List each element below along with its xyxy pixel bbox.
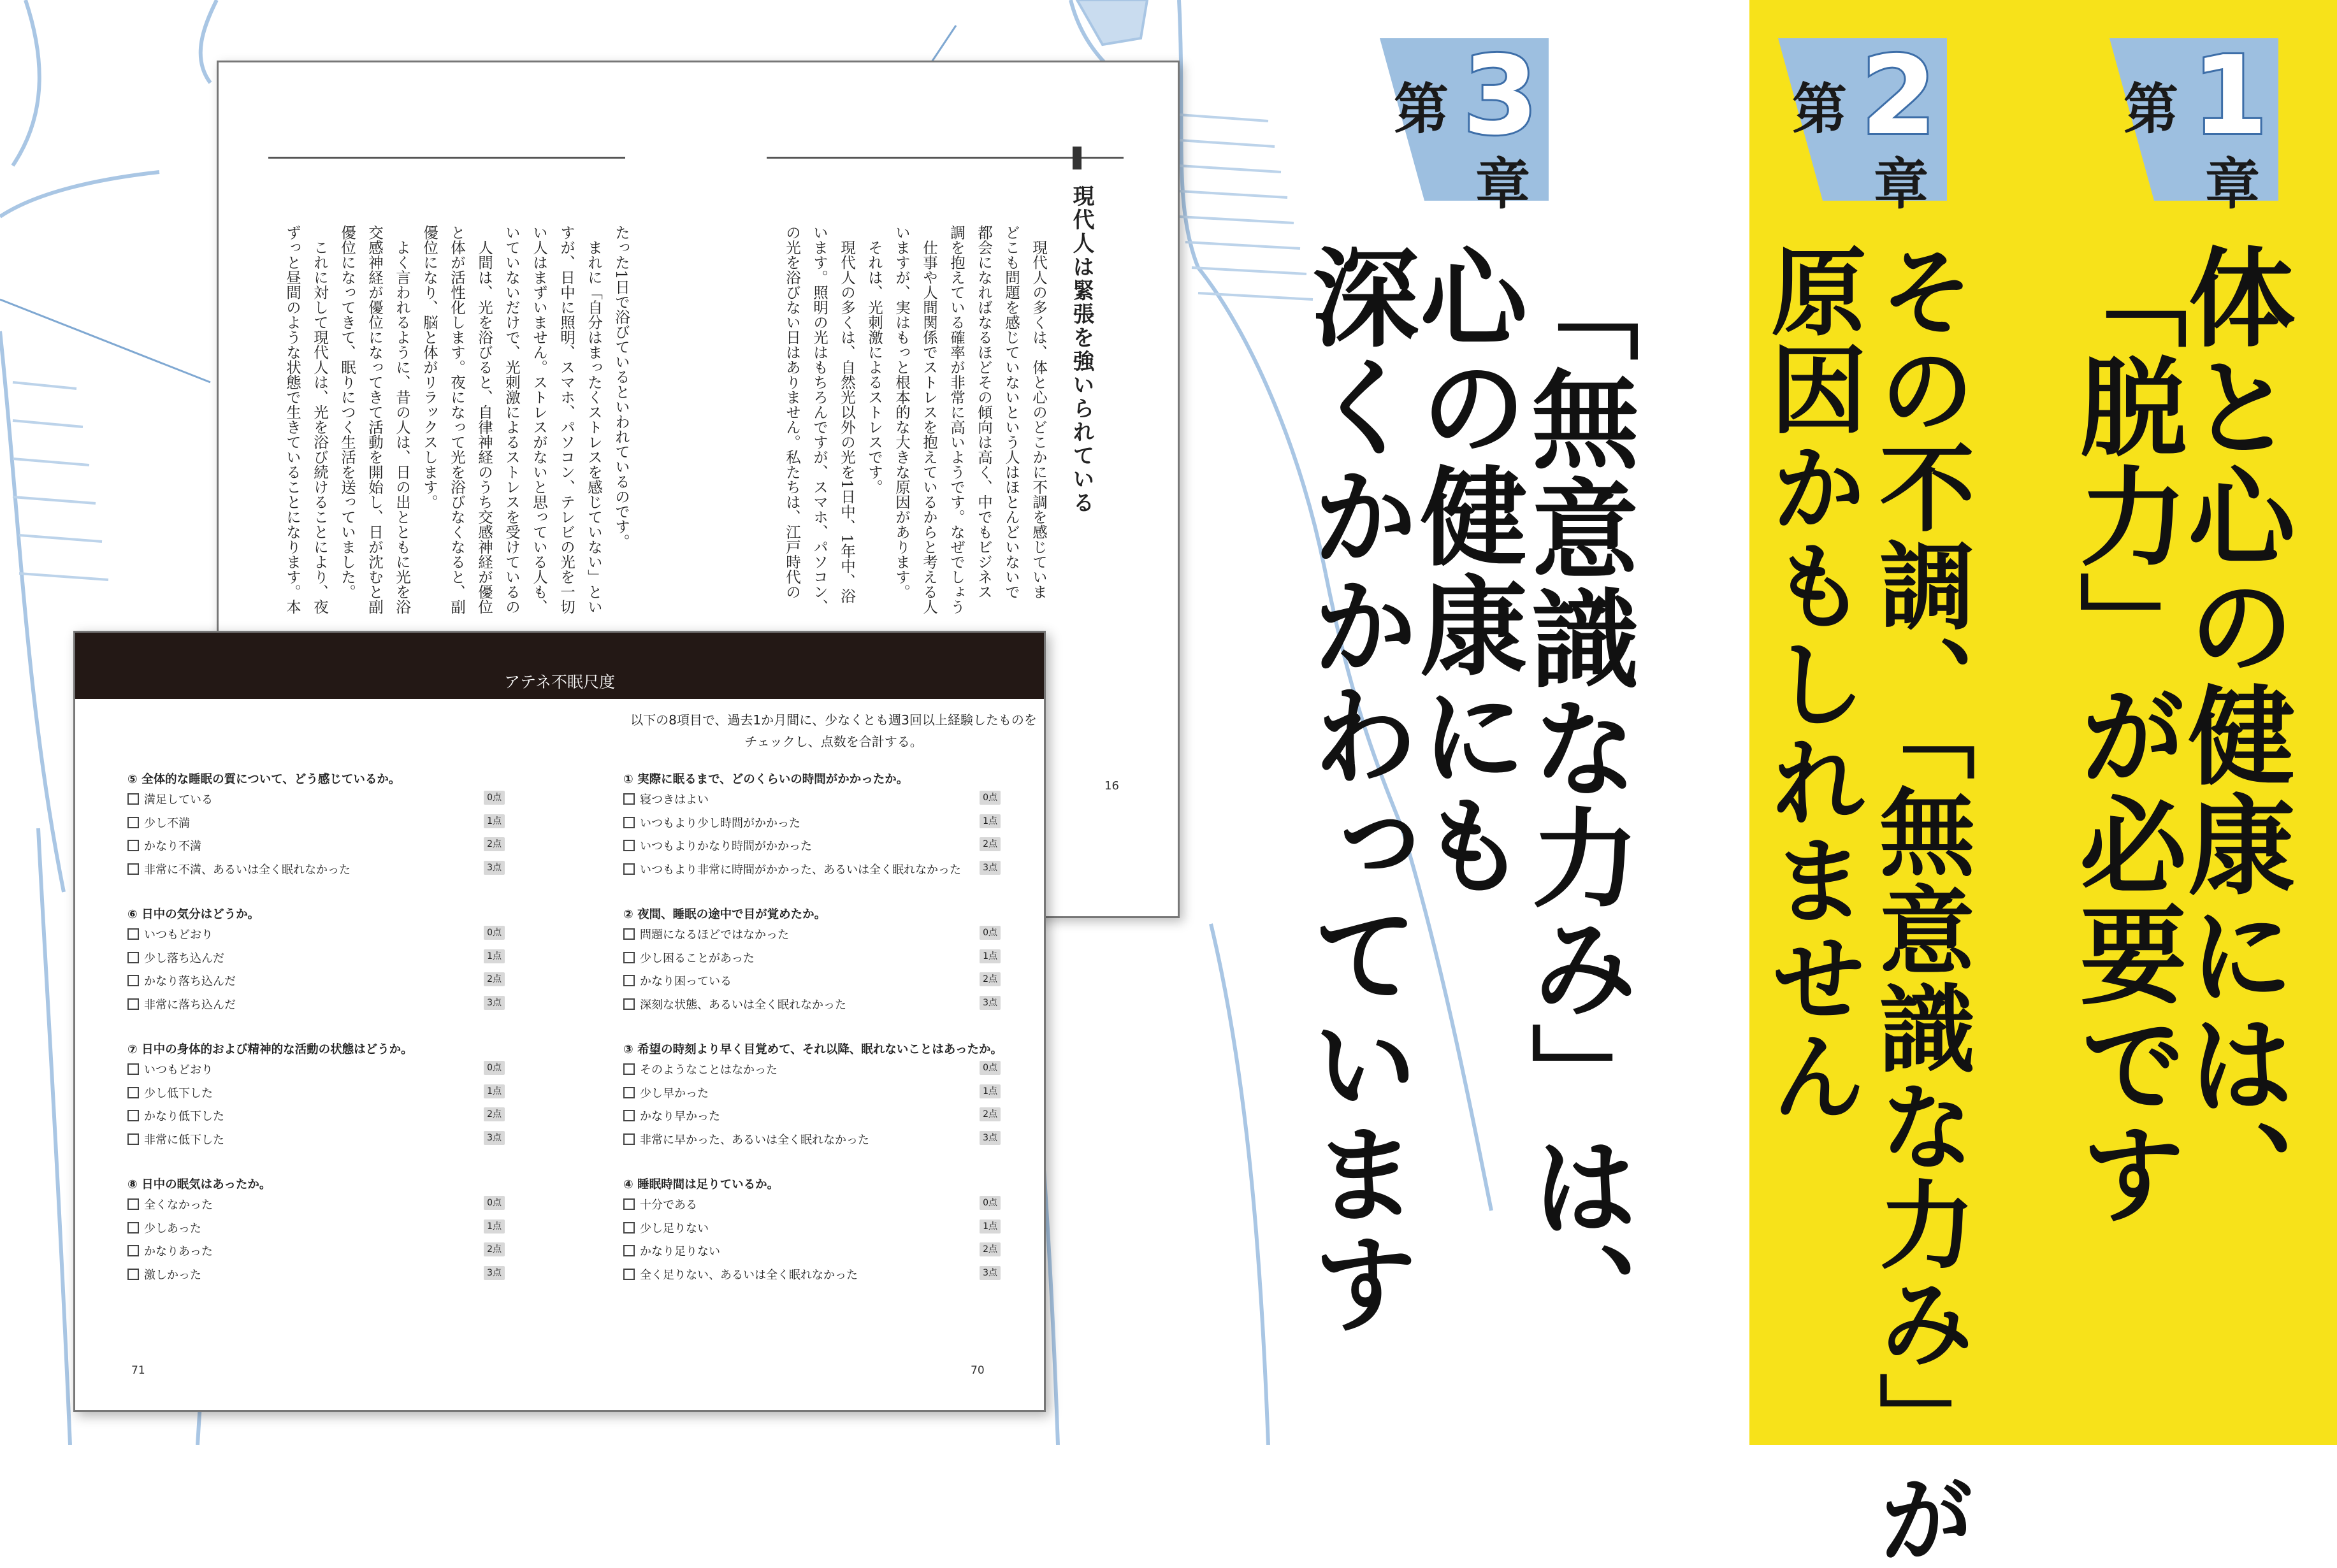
score-badge: 3点 — [484, 1131, 505, 1145]
checkbox-icon[interactable] — [623, 863, 635, 875]
score-badge: 0点 — [484, 791, 505, 805]
answer-option[interactable] — [623, 861, 1006, 884]
body-line: ずっと昼間のような状態で生きていることになります。本 — [284, 225, 301, 614]
answer-option[interactable] — [623, 1219, 1006, 1243]
answer-option[interactable] — [623, 996, 1006, 1019]
answer-label: 問題になるほどではなかった — [640, 928, 789, 942]
answer-label: 全く足りない、あるいは全く眠れなかった — [640, 1268, 858, 1282]
score-badge: 2点 — [980, 837, 1001, 851]
chapter-2-line-1: その不調、「無意識な力み」が — [1863, 242, 1974, 1568]
chapter-3-line-3: 深くかかわっています — [1294, 242, 1419, 1338]
answer-label: 深刻な状態、あるいは全く眠れなかった — [640, 998, 846, 1012]
score-badge: 0点 — [484, 1061, 505, 1075]
answer-option[interactable] — [127, 861, 510, 884]
checkbox-icon[interactable] — [127, 1087, 139, 1098]
score-badge: 3点 — [980, 1266, 1001, 1280]
body-line: いていないだけで、光刺激によるストレスを受けているの — [503, 225, 521, 614]
body-line: います。照明の光はもちろんですが、スマホ、パソコン、 — [811, 225, 828, 614]
spacer — [623, 1289, 1006, 1308]
answer-label: かなりあった — [144, 1245, 213, 1258]
score-badge: 2点 — [484, 837, 505, 851]
answer-option[interactable] — [127, 1266, 510, 1290]
chapter-2-sho: 章 — [1874, 153, 1928, 217]
chapter-3-line-1: 「無意識な力み」は、 — [1514, 255, 1639, 1351]
score-badge: 1点 — [484, 814, 505, 828]
checkbox-icon[interactable] — [127, 1245, 139, 1256]
answer-label: 少し早かった — [640, 1086, 709, 1100]
answer-option[interactable] — [623, 837, 1006, 861]
answer-label: 十分である — [640, 1198, 697, 1212]
answer-option[interactable] — [623, 814, 1006, 838]
answer-option[interactable] — [127, 926, 510, 949]
page-number-left: 71 — [131, 1364, 145, 1377]
answer-option[interactable] — [127, 949, 510, 973]
chapter-1-badge — [2109, 33, 2278, 217]
chapter-2-badge — [1778, 33, 1947, 217]
checkbox-icon[interactable] — [623, 793, 635, 805]
answer-option[interactable] — [127, 1131, 510, 1154]
answer-option[interactable] — [623, 972, 1006, 996]
chapter-1-dai: 第 — [2124, 78, 2178, 141]
body-line: 現代人の多くは、自然光以外の光を1日中、1年中、浴 — [838, 225, 856, 603]
answer-label: 非常に低下した — [144, 1133, 224, 1147]
body-line: たった1日で浴びているといわれているのです。 — [612, 225, 630, 549]
chapter-3-sho: 章 — [1475, 153, 1530, 217]
answer-option[interactable] — [127, 1242, 510, 1266]
answer-label: 非常に早かった、あるいは全く眠れなかった — [640, 1133, 869, 1147]
body-line: これに対して現代人は、光を浴び続けることにより、夜 — [311, 225, 329, 614]
page-number-right: 70 — [971, 1364, 985, 1377]
chapter-2-line-2: 原因かもしれません — [1755, 242, 1865, 1125]
page-number-upper: 16 — [1104, 779, 1119, 793]
spacer — [623, 1154, 1006, 1173]
answer-option[interactable] — [623, 949, 1006, 973]
answer-label: 非常に落ち込んだ — [144, 998, 236, 1012]
checkbox-icon[interactable] — [127, 863, 139, 875]
answer-option[interactable] — [127, 1107, 510, 1131]
answer-option[interactable] — [623, 1084, 1006, 1108]
answer-option[interactable] — [623, 1196, 1006, 1219]
checkbox-icon[interactable] — [623, 1063, 635, 1075]
body-line: 仕事や人間関係でストレスを抱えているからと考える人 — [920, 225, 938, 614]
answer-option[interactable] — [623, 1131, 1006, 1154]
answer-label: いつもよりかなり時間がかかった — [640, 840, 812, 853]
chapter-3-badge — [1380, 33, 1549, 217]
answer-option[interactable] — [127, 837, 510, 861]
spacer — [127, 1019, 510, 1038]
checkbox-icon[interactable] — [127, 1133, 139, 1145]
answer-label: かなり低下した — [144, 1110, 224, 1123]
checkbox-icon[interactable] — [127, 998, 139, 1010]
body-line: 優位になり、脳と体がリラックスします。 — [421, 225, 438, 510]
question-heading: ⑦ 日中の身体的および精神的な活動の状態はどうか。 — [127, 1043, 413, 1056]
score-badge: 3点 — [980, 996, 1001, 1010]
body-line: 優位になってきて、眠りにつく生活を送っていました。 — [338, 225, 356, 600]
body-line: いますが、実はもっと根本的な大きな原因があります。 — [893, 225, 911, 600]
spacer — [127, 1289, 510, 1308]
checkbox-icon[interactable] — [127, 928, 139, 940]
score-badge: 1点 — [484, 1084, 505, 1098]
book-spread-questionnaire — [73, 631, 1046, 1412]
answer-label: いつもより非常に時間がかかった、あるいは全く眠れなかった — [640, 863, 961, 877]
body-line: よく言われるように、昔の人は、日の出とともに光を浴 — [393, 225, 411, 614]
answer-label: 少しあった — [144, 1221, 201, 1235]
checkbox-icon[interactable] — [127, 817, 139, 828]
chapter-1-number: 1 — [2192, 33, 2268, 159]
checkbox-icon[interactable] — [127, 1063, 139, 1075]
answer-option[interactable] — [127, 1084, 510, 1108]
score-badge: 1点 — [484, 949, 505, 963]
answer-label: かなり不満 — [144, 840, 201, 853]
answer-label: かなり早かった — [640, 1110, 720, 1123]
score-badge: 3点 — [980, 861, 1001, 875]
question-heading: ③ 希望の時刻より早く目覚めて、それ以降、眠れないことはあったか。 — [623, 1043, 1003, 1056]
checkbox-icon[interactable] — [623, 1110, 635, 1121]
question-heading: ① 実際に眠るまで、どのくらいの時間がかかったか。 — [623, 773, 909, 786]
checkbox-icon[interactable] — [623, 1198, 635, 1210]
answer-label: 少し不満 — [144, 816, 190, 830]
checkbox-icon[interactable] — [623, 952, 635, 963]
questions-right-column — [623, 768, 1006, 1308]
answer-label: かなり足りない — [640, 1245, 720, 1258]
answer-option[interactable] — [127, 791, 510, 814]
answer-label: 激しかった — [144, 1268, 201, 1282]
answer-label: かなり落ち込んだ — [144, 975, 236, 988]
score-badge: 0点 — [980, 1196, 1001, 1210]
body-line: 現代人の多くは、体と心のどこかに不調を感じていま — [1030, 225, 1048, 600]
score-badge: 3点 — [484, 996, 505, 1010]
score-badge: 0点 — [484, 926, 505, 940]
chapter-3-dai: 第 — [1394, 78, 1449, 141]
score-badge: 2点 — [484, 972, 505, 986]
chapter-3-number: 3 — [1463, 33, 1538, 159]
checkbox-icon[interactable] — [127, 840, 139, 851]
score-badge: 1点 — [980, 949, 1001, 963]
spacer — [127, 884, 510, 903]
answer-option[interactable] — [623, 926, 1006, 949]
answer-option[interactable] — [127, 972, 510, 996]
answer-option[interactable] — [127, 1219, 510, 1243]
body-line: の光を浴びない日はありません。私たちは、江戸時代の — [783, 225, 801, 600]
body-line: と体が活性化します。夜になって光を浴びなくなると、副 — [448, 225, 466, 614]
question-heading: ⑥ 日中の気分はどうか。 — [127, 908, 260, 921]
heading-marker — [1073, 147, 1082, 169]
questionnaire-intro: 以下の8項目で、過去1か月間に、少なくとも週3回以上経験したものをチェックし、点数を合計する。 — [630, 712, 1037, 749]
checkbox-icon[interactable] — [623, 1245, 635, 1256]
chapter-1-line-1: 体と心の健康には、 — [2171, 242, 2296, 1228]
score-badge: 2点 — [980, 972, 1001, 986]
answer-label: 非常に不満、あるいは全く眠れなかった — [144, 863, 351, 877]
answer-label: 満足している — [144, 793, 213, 807]
body-line: 人間は、光を浴びると、自律神経のうち交感神経が優位 — [475, 225, 493, 614]
answer-option[interactable] — [623, 1242, 1006, 1266]
answer-label: 少し低下した — [144, 1086, 213, 1100]
checkbox-icon[interactable] — [623, 1222, 635, 1234]
checkbox-icon[interactable] — [127, 1222, 139, 1234]
checkbox-icon[interactable] — [623, 975, 635, 986]
spacer — [127, 1154, 510, 1173]
answer-option[interactable] — [127, 1061, 510, 1084]
chapter-1-line-2: 「脱力」が必要です — [2062, 242, 2187, 1228]
score-badge: 1点 — [980, 1219, 1001, 1234]
checkbox-icon[interactable] — [127, 952, 139, 963]
question-heading: ⑧ 日中の眠気はあったか。 — [127, 1178, 271, 1191]
checkbox-icon[interactable] — [623, 928, 635, 940]
rule-right — [767, 157, 1124, 159]
answer-option[interactable] — [127, 814, 510, 838]
score-badge: 3点 — [980, 1131, 1001, 1145]
questionnaire-title: アテネ不眠尺度 — [503, 673, 615, 691]
checkbox-icon[interactable] — [623, 817, 635, 828]
checkbox-icon[interactable] — [127, 1198, 139, 1210]
answer-label: 少し困ることがあった — [640, 951, 755, 965]
answer-label: いつもより少し時間がかかった — [640, 816, 800, 830]
body-line: 調を抱えている確率が非常に高いようです。なぜでしょう — [948, 225, 966, 614]
answer-label: 少し落ち込んだ — [144, 951, 224, 965]
chapter-2-dai: 第 — [1792, 78, 1847, 141]
checkbox-icon[interactable] — [127, 1110, 139, 1121]
question-heading: ⑤ 全体的な睡眠の質について、どう感じているか。 — [127, 773, 401, 786]
body-line: まれに「自分はまったくストレスを感じていない」とい — [585, 225, 603, 614]
chapter-3-line-2: 心の健康にも — [1403, 242, 1528, 900]
score-badge: 2点 — [980, 1107, 1001, 1121]
body-line: どこも問題を感じていないという人はほとんどいないで — [1002, 225, 1020, 600]
answer-label: 全くなかった — [144, 1198, 213, 1212]
answer-label: かなり困っている — [640, 975, 732, 988]
score-badge: 3点 — [484, 1266, 505, 1280]
answer-label: 寝つきはよい — [640, 793, 709, 807]
answer-label: 少し足りない — [640, 1221, 709, 1235]
answer-option[interactable] — [623, 1107, 1006, 1131]
score-badge: 2点 — [980, 1242, 1001, 1256]
score-badge: 1点 — [980, 814, 1001, 828]
chapter-2-number: 2 — [1861, 33, 1937, 159]
score-badge: 3点 — [484, 861, 505, 875]
answer-label: いつもどおり — [144, 928, 213, 942]
checkbox-icon[interactable] — [127, 975, 139, 986]
answer-option[interactable] — [127, 996, 510, 1019]
score-badge: 1点 — [980, 1084, 1001, 1098]
answer-option[interactable] — [127, 1196, 510, 1219]
spacer — [623, 1019, 1006, 1038]
body-line: すが、日中に照明、スマホ、パソコン、テレビの光を一切 — [558, 225, 575, 614]
checkbox-icon[interactable] — [127, 1269, 139, 1280]
body-line: 交感神経が優位になってきて活動を開始し、日が沈むと副 — [366, 225, 384, 614]
answer-option[interactable] — [623, 791, 1006, 814]
score-badge: 0点 — [484, 1196, 505, 1210]
score-badge: 0点 — [980, 791, 1001, 805]
question-heading: ② 夜間、睡眠の途中で目が覚めたか。 — [623, 908, 827, 921]
checkbox-icon[interactable] — [623, 1087, 635, 1098]
body-line: い人はまずいません。ストレスがないと思っている人も、 — [530, 225, 548, 614]
score-badge: 2点 — [484, 1107, 505, 1121]
chapter-1-sho: 章 — [2205, 153, 2260, 217]
answer-label: そのようなことはなかった — [640, 1063, 778, 1077]
body-line: 都会になればなるほどその傾向は高く、中でもビジネス — [975, 225, 993, 600]
checkbox-icon[interactable] — [623, 1133, 635, 1145]
checkbox-icon[interactable] — [623, 998, 635, 1010]
checkbox-icon[interactable] — [623, 840, 635, 851]
score-badge: 1点 — [484, 1219, 505, 1234]
answer-option[interactable] — [623, 1266, 1006, 1290]
rule-left — [268, 157, 625, 159]
score-badge: 0点 — [980, 1061, 1001, 1075]
checkbox-icon[interactable] — [623, 1269, 635, 1280]
question-heading: ④ 睡眠時間は足りているか。 — [623, 1178, 779, 1191]
questions-left-column — [127, 768, 510, 1308]
body-line: それは、光刺激によるストレスです。 — [865, 225, 883, 494]
answer-option[interactable] — [623, 1061, 1006, 1084]
score-badge: 2点 — [484, 1242, 505, 1256]
section-heading: 現代人は緊張を強いられている — [1069, 185, 1094, 515]
score-badge: 0点 — [980, 926, 1001, 940]
checkbox-icon[interactable] — [127, 793, 139, 805]
spacer — [623, 884, 1006, 903]
answer-label: いつもどおり — [144, 1063, 213, 1077]
